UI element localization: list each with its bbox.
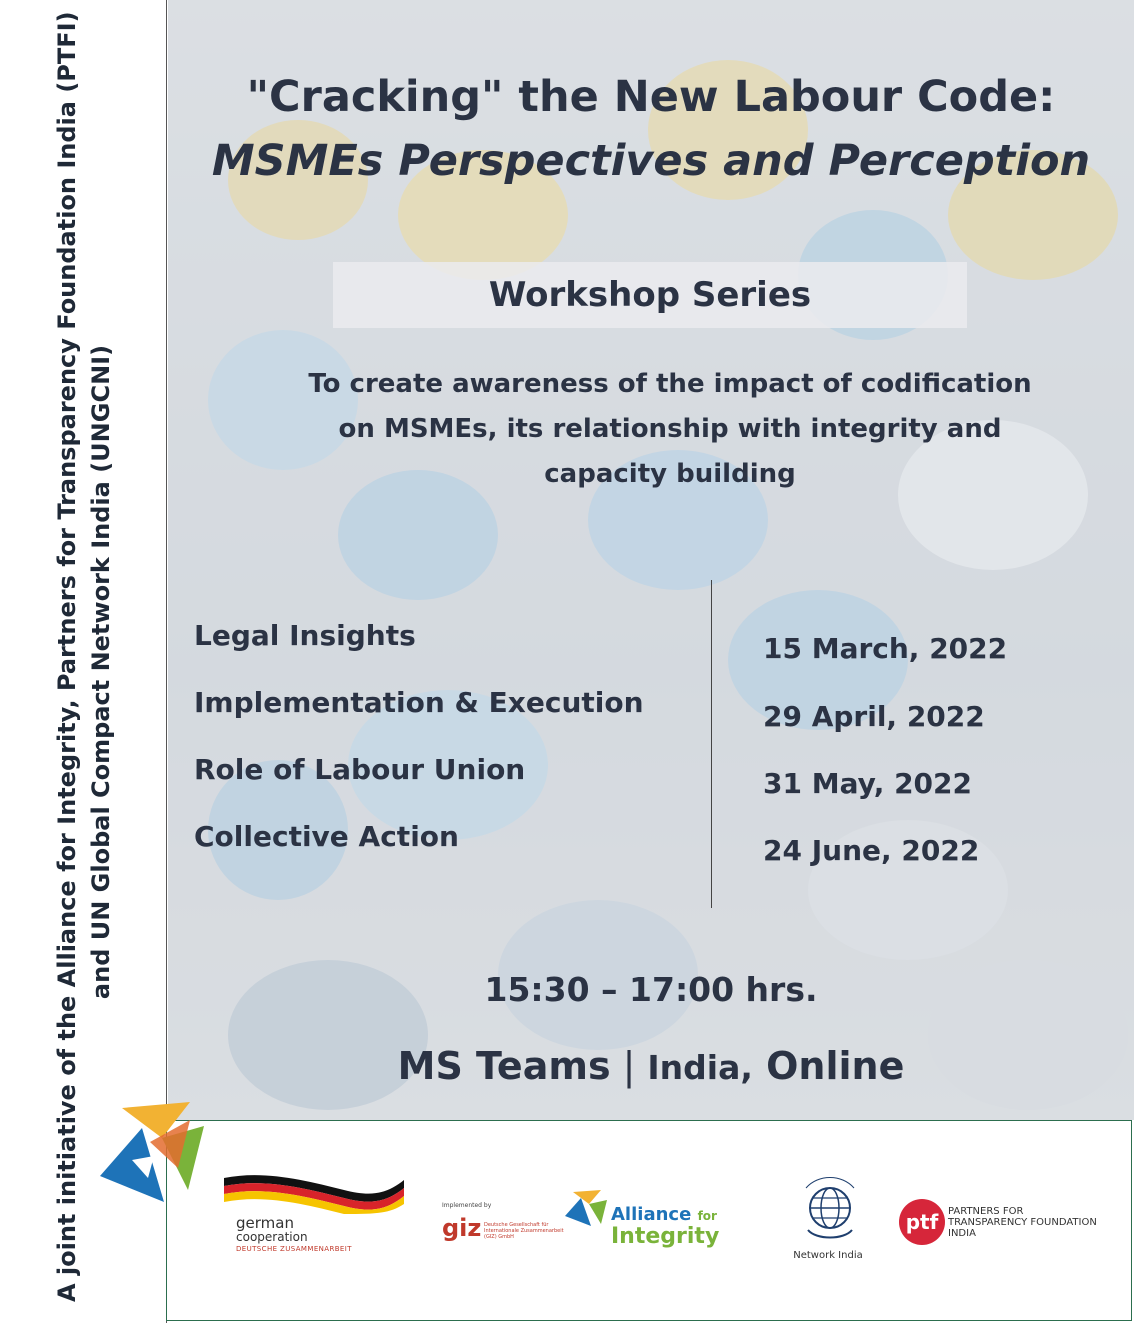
purpose-line-2: on MSMEs, its relationship with integrity and — [338, 414, 1002, 444]
ptf-name-line-1: PARTNERS FOR — [948, 1206, 1024, 1217]
purpose-line-1: To create awareness of the impact of codification — [308, 369, 1032, 399]
workshop-series-banner — [333, 262, 967, 328]
session-time: 15:30 – 17:00 hrs. — [484, 970, 818, 1009]
ptf-name — [948, 1206, 1098, 1239]
giz-wordmark: giz — [442, 1214, 482, 1242]
alliance-wordmark-2: Integrity — [611, 1224, 720, 1249]
alliance-for-integrity-logo — [563, 1188, 733, 1258]
ptf-name-line-2: TRANSPARENCY FOUNDATION — [948, 1217, 1097, 1228]
giz-logo — [442, 1202, 572, 1252]
purpose-line-3: capacity building — [544, 459, 796, 489]
german-cooperation-word-3: DEUTSCHE ZUSAMMENARBEIT — [236, 1245, 352, 1253]
title-line-1: "Cracking" the New Labour Code: — [246, 72, 1056, 122]
alliance-for-word: for — [697, 1209, 717, 1223]
venue-separator: | — [622, 1044, 636, 1088]
session-topic: Role of Labour Union — [194, 753, 526, 786]
session-date: 15 March, 2022 — [763, 632, 1008, 665]
session-topic: Legal Insights — [194, 619, 416, 652]
german-cooperation-word-1: german — [236, 1214, 294, 1232]
session-topic: Collective Action — [194, 820, 459, 853]
workshop-series-label: Workshop Series — [488, 275, 812, 315]
side-credit-line-2: and UN Global Compact Network India (UNGCNI) — [87, 344, 115, 1000]
giz-implemented-by: Implemented by — [442, 1202, 492, 1209]
session-date: 31 May, 2022 — [763, 767, 973, 800]
session-date: 24 June, 2022 — [763, 834, 980, 867]
session-date: 29 April, 2022 — [763, 700, 985, 733]
german-flag-wave-icon — [224, 1170, 404, 1214]
un-global-compact-logo — [780, 1170, 876, 1270]
session-topic: Implementation & Execution — [194, 686, 644, 719]
alliance-for-integrity-emblem-icon — [92, 1098, 210, 1208]
alliance-wordmark-1 — [611, 1204, 717, 1225]
alliance-emblem-small-icon — [563, 1188, 609, 1228]
ptf-mark-text: ptf — [905, 1210, 939, 1234]
venue-platform: MS Teams — [397, 1044, 611, 1088]
venue-mode: Online — [766, 1044, 905, 1088]
alliance-word: Alliance — [611, 1204, 692, 1225]
venue — [168, 1044, 1134, 1088]
un-globe-icon — [798, 1174, 862, 1244]
title-line-2: MSMEs Perspectives and Perception — [211, 136, 1091, 186]
purpose-statement — [260, 362, 1080, 497]
ungc-caption: Network India — [793, 1250, 863, 1261]
giz-fine-print: Deutsche Gesellschaft für Internationale Zusammenarbeit (GIZ) GmbH — [484, 1222, 564, 1240]
side-credit-line-1: A joint initiative of the Alliance for Integrity, Partners for Transparency Foundation India (PTFI) — [53, 11, 81, 1302]
column-divider — [711, 580, 712, 908]
german-cooperation-logo — [224, 1170, 404, 1260]
venue-place: India, — [647, 1048, 753, 1087]
ptf-mark-icon — [898, 1198, 946, 1246]
ptf-logo — [898, 1198, 1098, 1254]
ptf-name-line-3: INDIA — [948, 1228, 976, 1239]
german-cooperation-word-2: cooperation — [236, 1230, 308, 1244]
